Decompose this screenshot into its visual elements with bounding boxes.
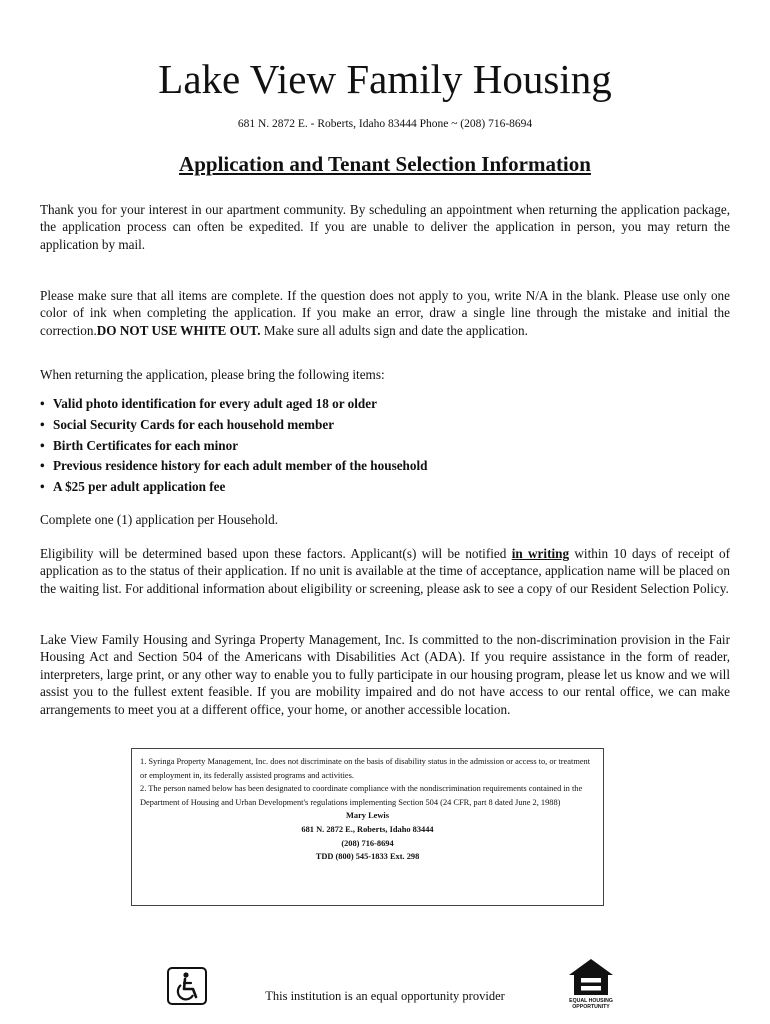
bring-intro: When returning the application, please bring the following items:: [40, 367, 385, 382]
list-item: • A $25 per adult application fee: [40, 477, 427, 498]
instructions-text-end: Make sure all adults sign and date the application.: [260, 322, 528, 338]
section-504-notice-box: [131, 748, 604, 906]
notice-line-1: 1. Syringa Property Management, Inc. does not discriminate on the basis of disability status in the admission or access to, or treatment or employment in, its federally assisted programs and activities.: [140, 757, 591, 780]
in-writing-emphasis: in writing: [511, 546, 570, 561]
list-item: • Previous residence history for each adult member of the household: [40, 456, 427, 477]
page-title: Lake View Family Housing: [158, 56, 612, 102]
instructions-paragraph: [40, 287, 730, 339]
section-heading: Application and Tenant Selection Information: [179, 152, 591, 176]
contact-name: Mary Lewis: [345, 811, 390, 821]
notice-line-2: 2. The person named below has been designated to coordinate compliance with the nondiscrimination requirements contained in the Department of Housing and Urban Development's regulations implementing Section 504 (24 CFR, part 8 dated June 2, 1988): [140, 784, 583, 807]
eligibility-text: Eligibility will be determined based upon these factors. Applicant(s) will be notified: [40, 546, 512, 561]
contact-address: 681 N. 2872 E., Roberts, Idaho 83444: [301, 824, 434, 834]
eho-logo-text-line-2: OPPORTUNITY: [572, 1004, 610, 1009]
equal-housing-opportunity-icon: [566, 957, 616, 1009]
list-item: • Social Security Cards for each household member: [40, 415, 427, 436]
no-white-out-warning: DO NOT USE WHITE OUT.: [96, 322, 261, 338]
equal-opportunity-statement: This institution is an equal opportunity provider: [265, 989, 505, 1003]
required-items-list: [40, 394, 427, 498]
instructions-text: Please make sure that all items are complete. If the question does not apply to you, write N/A in the blank. Please use only one color of ink when completing the application. If you make an error, draw a single line through the mistake and initial the correction.: [40, 288, 730, 338]
one-application-note: Complete one (1) application per Household.: [40, 512, 279, 527]
intro-paragraph: Thank you for your interest in our apartment community. By scheduling an appointment when returning the application package, the application process can often be expedited. If you are unable to deliver the application in person, you may return the application by mail.: [40, 202, 730, 252]
list-item: • Birth Certificates for each minor: [40, 436, 427, 457]
contact-phone: (208) 716-8694: [341, 838, 394, 848]
contact-tdd: TDD (800) 545-1833 Ext. 298: [315, 852, 420, 862]
eligibility-paragraph: [40, 545, 730, 597]
list-item: • Valid photo identification for every adult aged 18 or older: [40, 394, 427, 415]
eho-logo-text-line-1: EQUAL HOUSING: [569, 998, 613, 1004]
address-line: 681 N. 2872 E. - Roberts, Idaho 83444 Phone ~ (208) 716-8694: [237, 118, 533, 130]
non-discrimination-paragraph: Lake View Family Housing and Syringa Property Management, Inc. Is committed to the non-discrimination provision in the Fair Housing Act and Section 504 of the Americans with Disabilities Act (ADA). If you require assistance in the form of reader, interpreters, large print, or any other way to enable you to fully participate in our housing program, please let us know and we will assist you to the fullest extent feasible. If you are mobility impaired and do not have access to our rental office, we can make arrangements to meet you at a different office, your home, or another accessible location.: [40, 632, 730, 717]
eligibility-text-end: within 10 days of receipt of application as to the status of their application. If no unit is available at the time of acceptance, application name will be placed on the waiting list. For additional information about eligibility or screening, please ask to see a copy of our Resident Selection Policy.: [40, 546, 731, 596]
